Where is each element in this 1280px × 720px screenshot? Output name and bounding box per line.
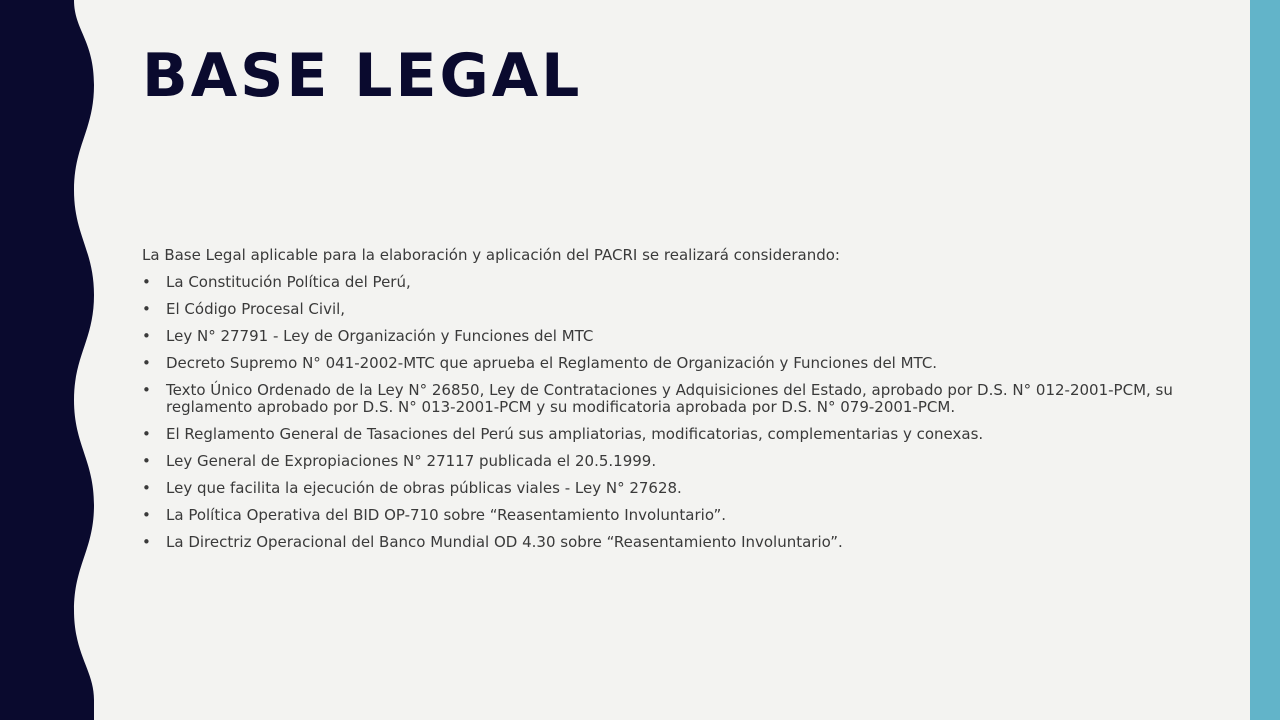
list-item: • Texto Único Ordenado de la Ley N° 26850, Ley de Contrataciones y Adquisiciones del Estado, aprobado por D.S. N° 012-2001-PCM, su reglamento aprobado por D.S. N° 013-2001-PCM y su modificatoria aprobada por D.S. N° 079-2001-PCM. <box>142 382 1222 416</box>
right-accent-band <box>1250 0 1280 720</box>
list-item: • Ley General de Expropiaciones N° 27117 publicada el 20.5.1999. <box>142 453 1222 470</box>
list-item: • La Política Operativa del BID OP-710 sobre “Reasentamiento Involuntario”. <box>142 507 1222 524</box>
list-item: • El Reglamento General de Tasaciones del Perú sus ampliatorias, modificatorias, complementarias y conexas. <box>142 426 1222 443</box>
left-wave-shape <box>0 0 94 720</box>
list-item: • Ley N° 27791 - Ley de Organización y Funciones del MTC <box>142 328 1222 345</box>
left-wave-decoration <box>0 0 100 720</box>
legal-basis-list <box>142 274 1222 551</box>
list-item: • Decreto Supremo N° 041-2002-MTC que aprueba el Reglamento de Organización y Funciones del MTC. <box>142 355 1222 372</box>
list-item: • Ley que facilita la ejecución de obras públicas viales - Ley N° 27628. <box>142 480 1222 497</box>
slide-body <box>142 245 1222 561</box>
list-item: • El Código Procesal Civil, <box>142 301 1222 318</box>
intro-paragraph: La Base Legal aplicable para la elaboración y aplicación del PACRI se realizará considerando: <box>142 246 840 264</box>
slide-title: BASE LEGAL <box>142 41 583 111</box>
list-item: • La Constitución Política del Perú, <box>142 274 1222 291</box>
list-item: • La Directriz Operacional del Banco Mundial OD 4.30 sobre “Reasentamiento Involuntario”. <box>142 534 1222 551</box>
